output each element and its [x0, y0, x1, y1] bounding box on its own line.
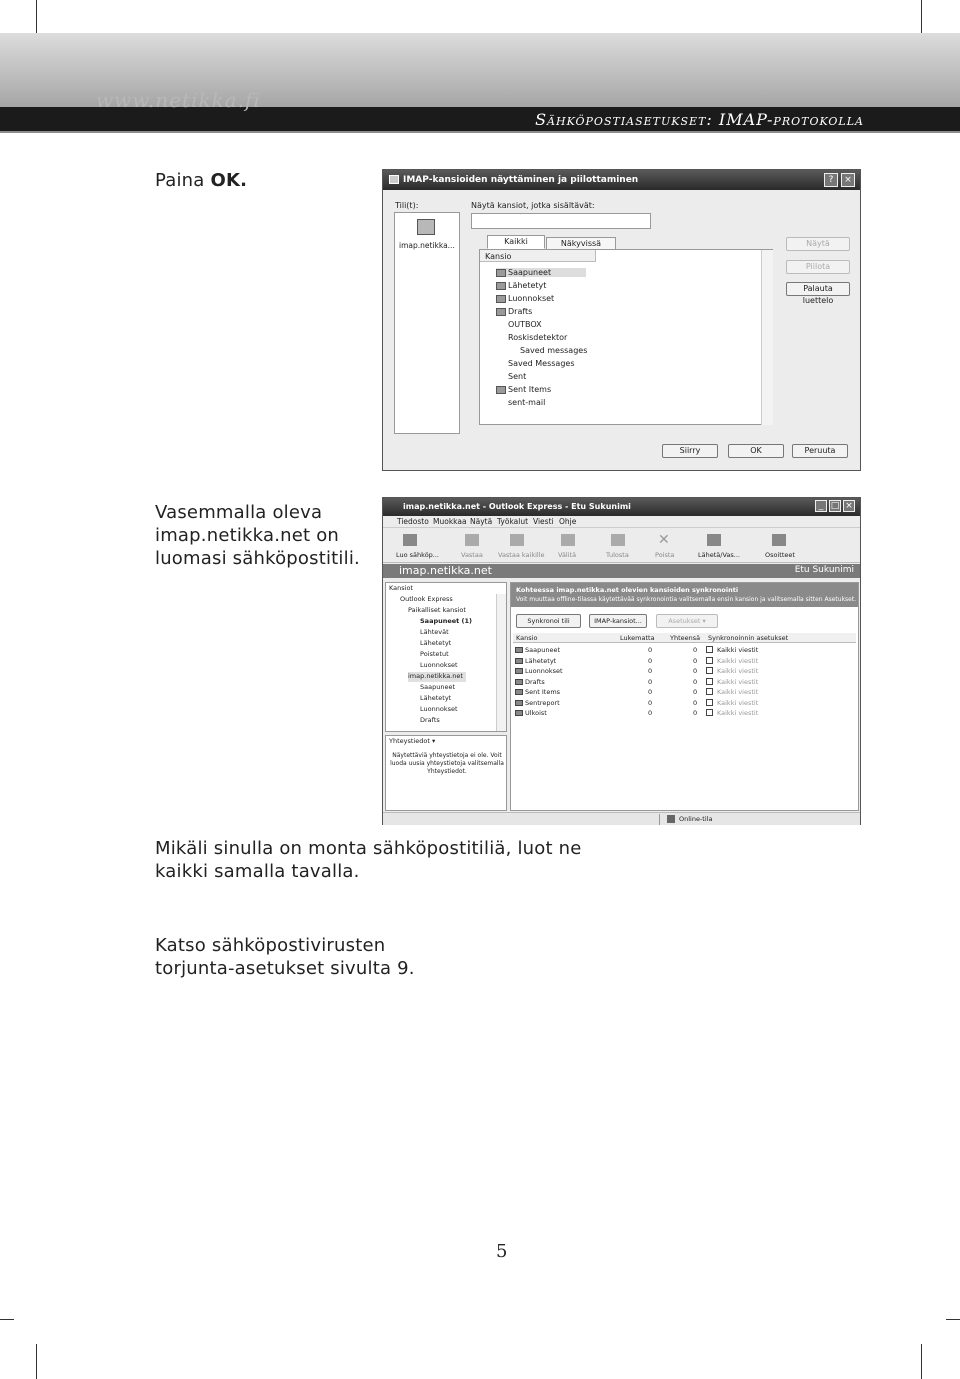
help-icon[interactable]: ? — [824, 173, 838, 187]
folder-item[interactable] — [496, 307, 532, 316]
account-item[interactable]: imap.netikka... — [399, 241, 455, 250]
dialog-titlebar — [383, 170, 860, 190]
outlook-titlebar — [383, 498, 860, 516]
sync-checkbox[interactable] — [706, 699, 713, 706]
folder-item[interactable]: OUTBOX — [508, 320, 542, 329]
total-count: 0 — [693, 709, 698, 717]
account-bar — [383, 564, 860, 578]
imap-folders-button[interactable]: IMAP-kansiot... — [589, 614, 647, 628]
sync-checkbox[interactable] — [706, 657, 713, 664]
menu-file[interactable]: Tiedosto — [397, 517, 429, 526]
crop-mark — [921, 0, 922, 34]
send-receive-icon — [707, 534, 721, 546]
folder-name: Ulkoist — [525, 709, 547, 717]
account-list[interactable] — [394, 212, 460, 434]
minimize-icon[interactable]: _ — [815, 500, 827, 512]
sync-account-button[interactable]: Synkronoi tili — [516, 614, 581, 628]
new-mail-icon — [403, 534, 417, 546]
folder-item[interactable]: Roskisdetektor — [508, 333, 568, 342]
step-bold: OK. — [210, 170, 248, 191]
scrollbar[interactable] — [761, 250, 773, 425]
col-unread: Lukematta — [620, 634, 655, 642]
sync-table-body — [513, 645, 856, 725]
tree-item[interactable]: Drafts — [420, 716, 440, 724]
step-prefix: Paina — [155, 170, 211, 191]
total-count: 0 — [693, 646, 698, 654]
menu-bar — [383, 516, 860, 528]
sync-setting: Kaikki viestit — [717, 646, 759, 654]
folder-icon — [515, 668, 523, 674]
folder-label: Saapuneet — [508, 268, 552, 277]
unread-count: 0 — [648, 656, 653, 665]
outlook-express-window — [382, 497, 861, 825]
folder-icon — [515, 689, 523, 695]
tree-item[interactable]: Paikalliset kansiot — [408, 606, 466, 614]
menu-message[interactable]: Viesti — [533, 517, 554, 526]
sync-checkbox[interactable] — [706, 667, 713, 674]
folder-column-header — [480, 250, 596, 262]
folders-header: Kansiot — [389, 584, 413, 592]
tree-item[interactable]: Lähtevät — [420, 628, 449, 636]
col-sync: Synkronoinnin asetukset — [708, 634, 789, 642]
tree-item[interactable]: Luonnokset — [420, 661, 458, 669]
folder-name: Luonnokset — [525, 667, 563, 675]
folder-item[interactable] — [496, 294, 554, 303]
tree-item[interactable]: Lähetetyt — [420, 694, 452, 702]
total-count: 0 — [693, 667, 698, 675]
sync-pane — [510, 582, 859, 811]
sync-info-title: Kohteessa imap.netikka.net olevien kansioiden synkronointi — [516, 586, 739, 594]
sync-table-row[interactable] — [513, 698, 856, 708]
tree-item[interactable]: Luonnokset — [420, 705, 458, 713]
tree-item[interactable]: Poistetut — [420, 650, 449, 658]
folder-item[interactable] — [496, 268, 586, 277]
sync-info — [511, 583, 858, 607]
goto-button[interactable]: Siirry — [662, 444, 718, 458]
search-label: Näytä kansiot, jotka sisältävät: — [471, 201, 595, 210]
menu-help[interactable]: Ohje — [559, 517, 577, 526]
sync-checkbox[interactable] — [706, 709, 713, 716]
online-icon — [667, 815, 675, 823]
folder-icon — [496, 269, 506, 277]
tree-item[interactable]: Outlook Express — [400, 595, 453, 603]
maximize-icon[interactable]: □ — [830, 501, 840, 511]
col-total: Yhteensä — [670, 634, 701, 642]
tree-item[interactable]: Saapuneet — [420, 683, 456, 691]
step-text — [155, 169, 247, 192]
crop-mark — [36, 0, 37, 34]
sync-table-row[interactable] — [513, 677, 856, 687]
forward-button[interactable]: Välitä — [558, 551, 577, 559]
sync-table-row[interactable] — [513, 687, 856, 697]
text-line: kaikki samalla tavalla. — [155, 861, 360, 882]
close-icon[interactable]: × — [843, 500, 855, 512]
sync-setting: Kaikki viestit — [717, 709, 759, 717]
forward-icon — [561, 534, 575, 546]
status-divider — [659, 814, 660, 825]
sync-checkbox[interactable] — [706, 688, 713, 695]
sync-info-text: Voit muuttaa offline-tilassa käytettävää synkronointia valitsemalla ensin kansion ja valitsemalla sitten Asetukset. — [516, 596, 857, 603]
print-icon — [611, 534, 625, 546]
delete-button[interactable]: Poista — [655, 551, 675, 559]
sync-setting: Kaikki viestit — [717, 677, 759, 686]
reply-all-icon — [510, 534, 524, 546]
crop-mark — [946, 1319, 960, 1320]
folder-item[interactable] — [496, 385, 551, 394]
folder-item[interactable]: sent-mail — [508, 398, 546, 407]
sync-table-row[interactable] — [513, 645, 856, 655]
text-line: Vasemmalla oleva — [155, 502, 323, 523]
outlook-title: imap.netikka.net - Outlook Express - Etu Sukunimi — [403, 502, 631, 511]
search-input[interactable] — [471, 213, 651, 229]
paragraph-antivirus — [155, 934, 415, 980]
toolbar — [383, 529, 860, 563]
tree-item[interactable]: Saapuneet (1) — [420, 617, 473, 625]
sync-checkbox[interactable] — [706, 646, 713, 653]
unread-count: 0 — [648, 688, 653, 696]
page-number: 5 — [496, 1241, 508, 1262]
folder-name: Sent Items — [525, 688, 561, 696]
folder-name: Sentreport — [525, 698, 560, 707]
tree-item[interactable]: imap.netikka.net — [408, 672, 466, 682]
folder-name: Lähetetyt — [525, 656, 557, 665]
status-text: Online-tila — [679, 815, 713, 823]
total-count: 0 — [693, 688, 698, 696]
crop-mark — [36, 1344, 37, 1379]
unread-count: 0 — [648, 667, 653, 675]
folder-label: Sent Items — [508, 385, 552, 394]
reply-icon — [465, 534, 479, 546]
unread-count: 0 — [648, 677, 653, 686]
tab-visible[interactable]: Näkyvissä — [546, 237, 616, 251]
crop-mark — [921, 1344, 922, 1379]
total-count: 0 — [693, 677, 698, 686]
sync-table-header — [513, 633, 856, 643]
folder-icon — [515, 679, 523, 685]
close-icon[interactable]: × — [841, 173, 855, 187]
unread-count: 0 — [648, 646, 653, 654]
account-label: Tili(t): — [395, 201, 419, 210]
folder-item[interactable] — [496, 281, 546, 290]
text-line: Katso sähköpostivirusten — [155, 935, 386, 956]
folder-list[interactable] — [479, 249, 773, 425]
folder-icon — [389, 175, 399, 184]
sync-setting: Kaikki viestit — [717, 656, 759, 665]
total-count: 0 — [693, 698, 698, 707]
address-book-button[interactable]: Osoitteet — [765, 551, 795, 559]
account-bar-title: imap.netikka.net — [399, 564, 492, 577]
folder-icon — [515, 647, 523, 653]
menu-view[interactable]: Näytä — [470, 517, 493, 526]
folder-column-label: Kansio — [485, 252, 512, 261]
sync-setting: Kaikki viestit — [717, 688, 759, 696]
menu-tools[interactable]: Työkalut — [497, 517, 529, 526]
send-receive-button[interactable]: Lähetä/Vas... — [698, 551, 740, 559]
folder-name: Drafts — [525, 677, 545, 686]
folder-tree[interactable] — [385, 582, 507, 732]
unread-count: 0 — [648, 709, 653, 717]
show-button[interactable]: Näytä — [786, 237, 850, 251]
account-bar-user: Etu Sukunimi — [794, 565, 854, 575]
dialog-title: IMAP-kansioiden näyttäminen ja piilottaminen — [403, 175, 639, 185]
folder-label: Lähetetyt — [508, 281, 547, 290]
reply-all-button[interactable]: Vastaa kaikille — [498, 551, 545, 559]
hide-button[interactable]: Piilota — [786, 260, 850, 274]
reply-button[interactable]: Vastaa — [461, 551, 483, 559]
folder-name: Saapuneet — [525, 646, 561, 654]
paragraph-account — [155, 501, 360, 570]
account-icon — [417, 219, 435, 235]
folder-icon — [496, 282, 506, 290]
contacts-pane — [385, 735, 507, 811]
folder-item[interactable]: Saved Messages — [508, 359, 575, 368]
tab-all[interactable]: Kaikki — [487, 235, 545, 249]
cancel-button[interactable]: Peruuta — [792, 444, 848, 458]
address-book-icon — [772, 534, 786, 546]
folder-icon — [496, 386, 506, 394]
status-bar — [383, 812, 860, 825]
sync-table-row[interactable] — [513, 656, 856, 666]
contacts-text: Näytettäviä yhteystietoja ei ole. Voit luoda uusia yhteystietoja valitsemalla Yhteystiedot. — [390, 752, 504, 775]
sync-setting: Kaikki viestit — [717, 698, 759, 707]
sync-checkbox[interactable] — [706, 678, 713, 685]
text-line: Mikäli sinulla on monta sähköpostitiliä, luot ne — [155, 838, 582, 859]
col-folder: Kansio — [516, 634, 538, 642]
reset-list-button[interactable]: Palauta luettelo — [786, 282, 850, 296]
tree-item[interactable]: Lähetetyt — [420, 639, 452, 647]
section-title: Sähköpostiasetukset: IMAP-protokolla — [535, 110, 864, 129]
settings-button[interactable]: Asetukset ▾ — [656, 614, 718, 628]
sync-setting: Kaikki viestit — [717, 667, 759, 675]
contacts-header[interactable]: Yhteystiedot ▾ — [389, 737, 436, 745]
folder-label: Drafts — [508, 307, 533, 316]
site-name: www.netikka.fi — [96, 88, 261, 112]
folder-icon — [515, 710, 523, 716]
text-line: imap.netikka.net on — [155, 525, 340, 546]
new-mail-button[interactable]: Luo sähköp... — [396, 551, 439, 559]
folder-icon — [496, 308, 506, 316]
ok-button[interactable]: OK — [728, 444, 784, 458]
sync-table-row[interactable] — [513, 708, 856, 718]
folder-item[interactable]: Saved messages — [520, 346, 588, 355]
delete-icon: ✕ — [658, 532, 670, 548]
total-count: 0 — [693, 656, 698, 665]
crop-mark — [0, 1319, 14, 1320]
sync-table-row[interactable] — [513, 666, 856, 676]
folder-icon — [515, 700, 523, 706]
folder-label: Luonnokset — [508, 294, 555, 303]
folder-item[interactable]: Sent — [508, 372, 527, 381]
folder-icon — [515, 658, 523, 664]
print-button[interactable]: Tulosta — [606, 551, 629, 559]
text-line: torjunta-asetukset sivulta 9. — [155, 958, 415, 979]
menu-edit[interactable]: Muokkaa — [433, 517, 467, 526]
paragraph-multiple-accounts — [155, 837, 582, 883]
text-line: luomasi sähköpostitili. — [155, 548, 360, 569]
folder-icon — [496, 295, 506, 303]
unread-count: 0 — [648, 698, 653, 707]
imap-folders-dialog — [382, 169, 861, 471]
